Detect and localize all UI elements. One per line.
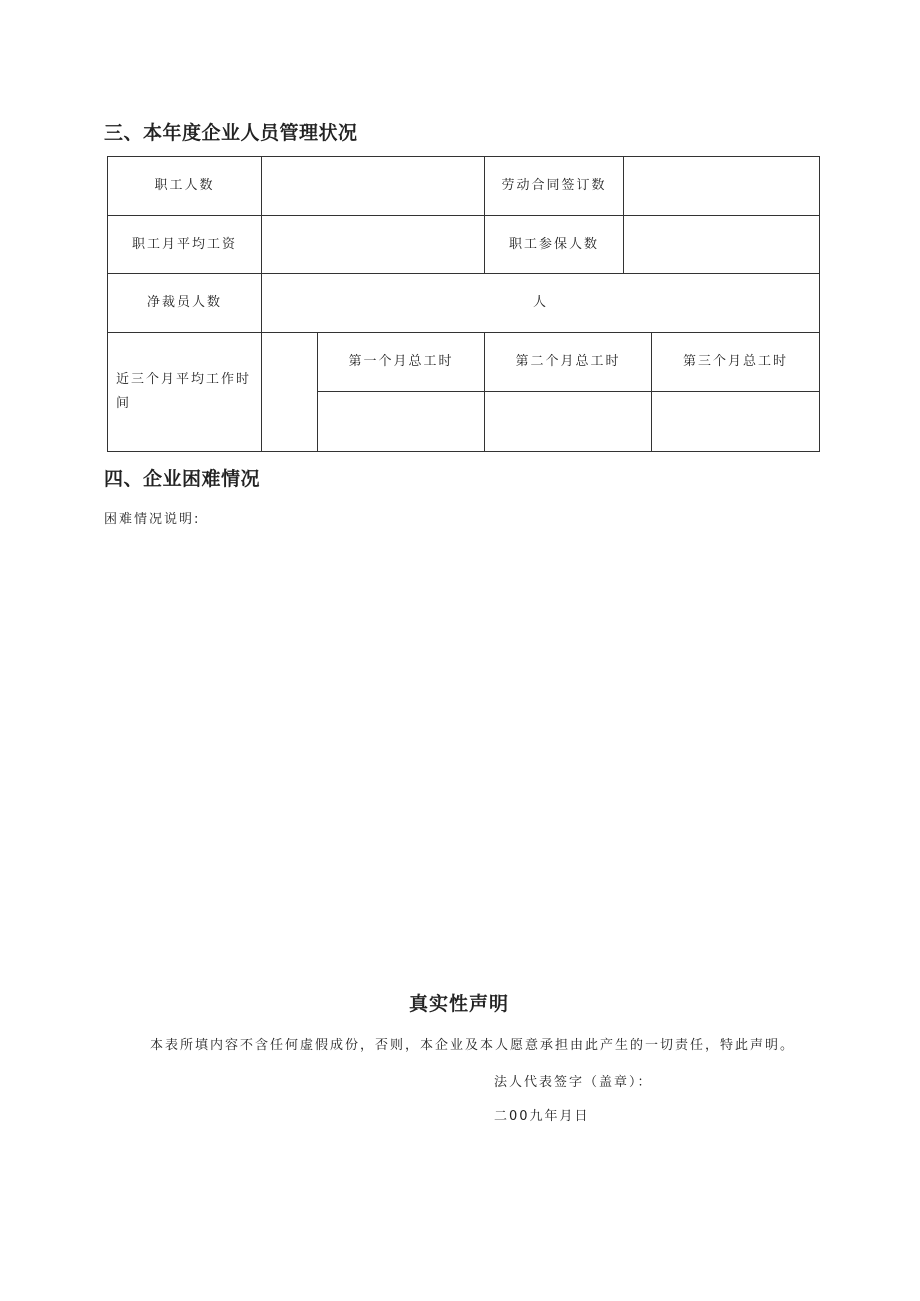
average-monthly-wage-label: 职工月平均工资 (108, 216, 262, 274)
table-row (108, 333, 820, 392)
month1-hours-field[interactable] (318, 392, 485, 452)
employee-count-label: 职工人数 (108, 157, 262, 216)
labor-contract-count-field[interactable] (624, 157, 820, 216)
month2-hours-header: 第二个月总工时 (485, 333, 652, 392)
declaration-date: 二00九年月日 (494, 1109, 590, 1124)
table-row (108, 157, 820, 216)
insured-employee-count-label: 职工参保人数 (485, 216, 624, 274)
average-monthly-wage-field[interactable] (262, 216, 485, 274)
month3-hours-field[interactable] (652, 392, 820, 452)
declaration-title: 真实性声明 (409, 993, 510, 1015)
legal-representative-signature-label: 法人代表签字（盖章）： (494, 1075, 653, 1090)
employee-count-field[interactable] (262, 157, 485, 216)
section4-title: 四、企业困难情况 (104, 468, 261, 490)
difficulty-description-label: 困难情况说明: (104, 512, 201, 527)
table-row (108, 274, 820, 333)
average-working-hours-field[interactable] (262, 333, 318, 452)
month1-hours-header: 第一个月总工时 (318, 333, 485, 392)
difficulty-description-area[interactable] (104, 532, 819, 952)
month2-hours-field[interactable] (485, 392, 652, 452)
table-row (108, 216, 820, 274)
labor-contract-count-label: 劳动合同签订数 (485, 157, 624, 216)
average-working-hours-label: 近三个月平均工作时间 (108, 333, 262, 452)
month3-hours-header: 第三个月总工时 (652, 333, 820, 392)
net-layoff-count-field[interactable]: 人 (262, 274, 820, 333)
staff-management-table (107, 156, 820, 452)
insured-employee-count-field[interactable] (624, 216, 820, 274)
declaration-text: 本表所填内容不含任何虚假成份，否则，本企业及本人愿意承担由此产生的一切责任，特此声明。 (150, 1038, 796, 1053)
net-layoff-count-label: 净裁员人数 (108, 274, 262, 333)
section3-title: 三、本年度企业人员管理状况 (104, 122, 358, 144)
